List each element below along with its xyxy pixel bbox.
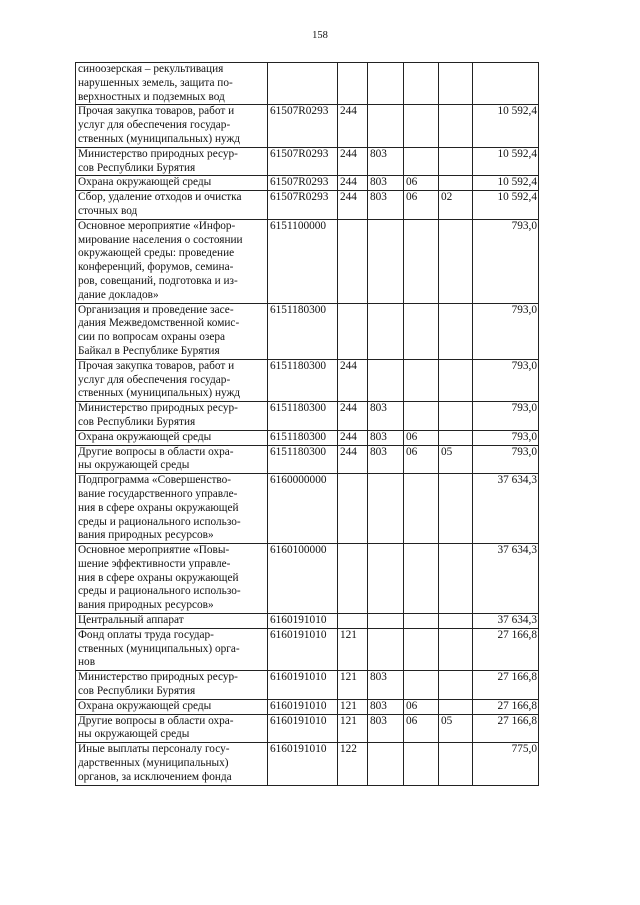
- target-code-cell: 6151180300: [268, 430, 338, 445]
- ministry-code-cell: [368, 628, 404, 670]
- ministry-code-cell: 803: [368, 671, 404, 700]
- amount-cell: 37 634,3: [473, 544, 539, 614]
- item-name-cell: Прочая закупка товаров, работ и услуг для обеспечения государ- ственных (муниципальных) нужд: [76, 359, 268, 401]
- expense-type-cell: [338, 544, 368, 614]
- section-cell: [404, 544, 439, 614]
- section-cell: 06: [404, 714, 439, 743]
- expense-type-cell: [338, 63, 368, 105]
- subsection-cell: [439, 402, 473, 431]
- subsection-cell: [439, 303, 473, 359]
- expense-type-cell: 244: [338, 359, 368, 401]
- table-row: [76, 176, 539, 191]
- subsection-cell: [439, 147, 473, 176]
- amount-cell: 37 634,3: [473, 614, 539, 629]
- expense-type-cell: [338, 219, 368, 303]
- ministry-code-cell: [368, 303, 404, 359]
- subsection-cell: [439, 219, 473, 303]
- amount-cell: 10 592,4: [473, 147, 539, 176]
- expense-type-cell: 121: [338, 628, 368, 670]
- item-name-cell: синоозерская – рекультивация нарушенных земель, защита по- верхностных и подземных вод: [76, 63, 268, 105]
- amount-cell: [473, 63, 539, 105]
- amount-cell: 27 166,8: [473, 628, 539, 670]
- table-row: [76, 191, 539, 220]
- section-cell: [404, 63, 439, 105]
- target-code-cell: 6160191010: [268, 714, 338, 743]
- section-cell: [404, 402, 439, 431]
- table-row: [76, 219, 539, 303]
- item-name-cell: Министерство природных ресур- сов Республики Бурятия: [76, 402, 268, 431]
- item-name-cell: Министерство природных ресур- сов Республики Бурятия: [76, 147, 268, 176]
- target-code-cell: [268, 63, 338, 105]
- section-cell: [404, 303, 439, 359]
- item-name-cell: Прочая закупка товаров, работ и услуг для обеспечения государ- ственных (муниципальных) нужд: [76, 105, 268, 147]
- ministry-code-cell: [368, 219, 404, 303]
- amount-cell: 793,0: [473, 445, 539, 474]
- ministry-code-cell: [368, 63, 404, 105]
- ministry-code-cell: [368, 359, 404, 401]
- amount-cell: 793,0: [473, 219, 539, 303]
- expense-type-cell: 244: [338, 445, 368, 474]
- item-name-cell: Организация и проведение засе- дания Межведомственной комис- сии по вопросам охраны озера Байкал в Республике Бурятия: [76, 303, 268, 359]
- target-code-cell: 6160191010: [268, 671, 338, 700]
- subsection-cell: [439, 430, 473, 445]
- expense-type-cell: [338, 303, 368, 359]
- table-row: [76, 714, 539, 743]
- subsection-cell: 05: [439, 714, 473, 743]
- amount-cell: 27 166,8: [473, 699, 539, 714]
- expense-type-cell: [338, 614, 368, 629]
- ministry-code-cell: [368, 743, 404, 785]
- table-row: [76, 303, 539, 359]
- target-code-cell: 61507R0293: [268, 105, 338, 147]
- amount-cell: 775,0: [473, 743, 539, 785]
- expense-type-cell: 244: [338, 147, 368, 176]
- table-row: [76, 699, 539, 714]
- expense-type-cell: 121: [338, 671, 368, 700]
- item-name-cell: Центральный аппарат: [76, 614, 268, 629]
- item-name-cell: Охрана окружающей среды: [76, 176, 268, 191]
- target-code-cell: 6151180300: [268, 359, 338, 401]
- table-row: [76, 445, 539, 474]
- table-row: [76, 544, 539, 614]
- item-name-cell: Основное мероприятие «Повы- шение эффективности управле- ния в сфере охраны окружающей среды и рационального использо- вания природных ресурсов»: [76, 544, 268, 614]
- table-row: [76, 147, 539, 176]
- target-code-cell: 6160100000: [268, 544, 338, 614]
- amount-cell: 793,0: [473, 402, 539, 431]
- section-cell: 06: [404, 176, 439, 191]
- ministry-code-cell: 803: [368, 714, 404, 743]
- expense-type-cell: 244: [338, 402, 368, 431]
- section-cell: [404, 743, 439, 785]
- section-cell: 06: [404, 445, 439, 474]
- section-cell: [404, 474, 439, 544]
- subsection-cell: [439, 105, 473, 147]
- ministry-code-cell: 803: [368, 445, 404, 474]
- subsection-cell: [439, 176, 473, 191]
- item-name-cell: Министерство природных ресур- сов Республики Бурятия: [76, 671, 268, 700]
- section-cell: 06: [404, 699, 439, 714]
- item-name-cell: Подпрограмма «Совершенство- вание государственного управле- ния в сфере охраны окружающей среды и рационального использо- вания природных ресурсов»: [76, 474, 268, 544]
- amount-cell: 10 592,4: [473, 176, 539, 191]
- section-cell: [404, 359, 439, 401]
- subsection-cell: [439, 699, 473, 714]
- table-row: [76, 430, 539, 445]
- amount-cell: 10 592,4: [473, 105, 539, 147]
- ministry-code-cell: 803: [368, 699, 404, 714]
- target-code-cell: 6160191010: [268, 743, 338, 785]
- target-code-cell: 6160191010: [268, 699, 338, 714]
- expense-type-cell: 122: [338, 743, 368, 785]
- section-cell: 06: [404, 191, 439, 220]
- ministry-code-cell: [368, 614, 404, 629]
- amount-cell: 27 166,8: [473, 714, 539, 743]
- section-cell: [404, 219, 439, 303]
- section-cell: [404, 147, 439, 176]
- subsection-cell: [439, 614, 473, 629]
- item-name-cell: Основное мероприятие «Инфор- мирование населения о состоянии окружающей среды: проведение конференций, форумов, семина- ров, совещаний, подготовка и из- дание докладов»: [76, 219, 268, 303]
- expense-type-cell: 244: [338, 191, 368, 220]
- item-name-cell: Иные выплаты персоналу госу- дарственных (муниципальных) органов, за исключением фонда: [76, 743, 268, 785]
- ministry-code-cell: 803: [368, 430, 404, 445]
- expense-type-cell: 121: [338, 714, 368, 743]
- subsection-cell: [439, 63, 473, 105]
- table-row: [76, 614, 539, 629]
- expense-type-cell: 244: [338, 176, 368, 191]
- ministry-code-cell: 803: [368, 147, 404, 176]
- subsection-cell: [439, 359, 473, 401]
- target-code-cell: 61507R0293: [268, 147, 338, 176]
- target-code-cell: 6151180300: [268, 445, 338, 474]
- expense-type-cell: [338, 474, 368, 544]
- ministry-code-cell: 803: [368, 176, 404, 191]
- section-cell: [404, 105, 439, 147]
- amount-cell: 793,0: [473, 303, 539, 359]
- subsection-cell: [439, 743, 473, 785]
- item-name-cell: Сбор, удаление отходов и очистка сточных вод: [76, 191, 268, 220]
- table-row: [76, 628, 539, 670]
- budget-table: [75, 62, 539, 786]
- expense-type-cell: 121: [338, 699, 368, 714]
- subsection-cell: 05: [439, 445, 473, 474]
- item-name-cell: Фонд оплаты труда государ- ственных (муниципальных) орга- нов: [76, 628, 268, 670]
- ministry-code-cell: [368, 544, 404, 614]
- table-row: [76, 105, 539, 147]
- target-code-cell: 6151180300: [268, 402, 338, 431]
- ministry-code-cell: [368, 105, 404, 147]
- target-code-cell: 6160191010: [268, 614, 338, 629]
- table-row: [76, 359, 539, 401]
- section-cell: [404, 614, 439, 629]
- section-cell: [404, 671, 439, 700]
- target-code-cell: 61507R0293: [268, 191, 338, 220]
- amount-cell: 793,0: [473, 430, 539, 445]
- expense-type-cell: 244: [338, 105, 368, 147]
- item-name-cell: Другие вопросы в области охра- ны окружающей среды: [76, 445, 268, 474]
- ministry-code-cell: [368, 474, 404, 544]
- section-cell: 06: [404, 430, 439, 445]
- table-row: [76, 63, 539, 105]
- ministry-code-cell: 803: [368, 191, 404, 220]
- subsection-cell: 02: [439, 191, 473, 220]
- target-code-cell: 61507R0293: [268, 176, 338, 191]
- ministry-code-cell: 803: [368, 402, 404, 431]
- subsection-cell: [439, 544, 473, 614]
- expense-type-cell: 244: [338, 430, 368, 445]
- amount-cell: 37 634,3: [473, 474, 539, 544]
- table-row: [76, 671, 539, 700]
- page-number: 158: [312, 30, 328, 41]
- table-row: [76, 474, 539, 544]
- subsection-cell: [439, 474, 473, 544]
- amount-cell: 27 166,8: [473, 671, 539, 700]
- amount-cell: 10 592,4: [473, 191, 539, 220]
- target-code-cell: 6151180300: [268, 303, 338, 359]
- item-name-cell: Другие вопросы в области охра- ны окружающей среды: [76, 714, 268, 743]
- item-name-cell: Охрана окружающей среды: [76, 430, 268, 445]
- target-code-cell: 6151100000: [268, 219, 338, 303]
- subsection-cell: [439, 628, 473, 670]
- target-code-cell: 6160000000: [268, 474, 338, 544]
- table-row: [76, 743, 539, 785]
- amount-cell: 793,0: [473, 359, 539, 401]
- subsection-cell: [439, 671, 473, 700]
- table-row: [76, 402, 539, 431]
- target-code-cell: 6160191010: [268, 628, 338, 670]
- item-name-cell: Охрана окружающей среды: [76, 699, 268, 714]
- section-cell: [404, 628, 439, 670]
